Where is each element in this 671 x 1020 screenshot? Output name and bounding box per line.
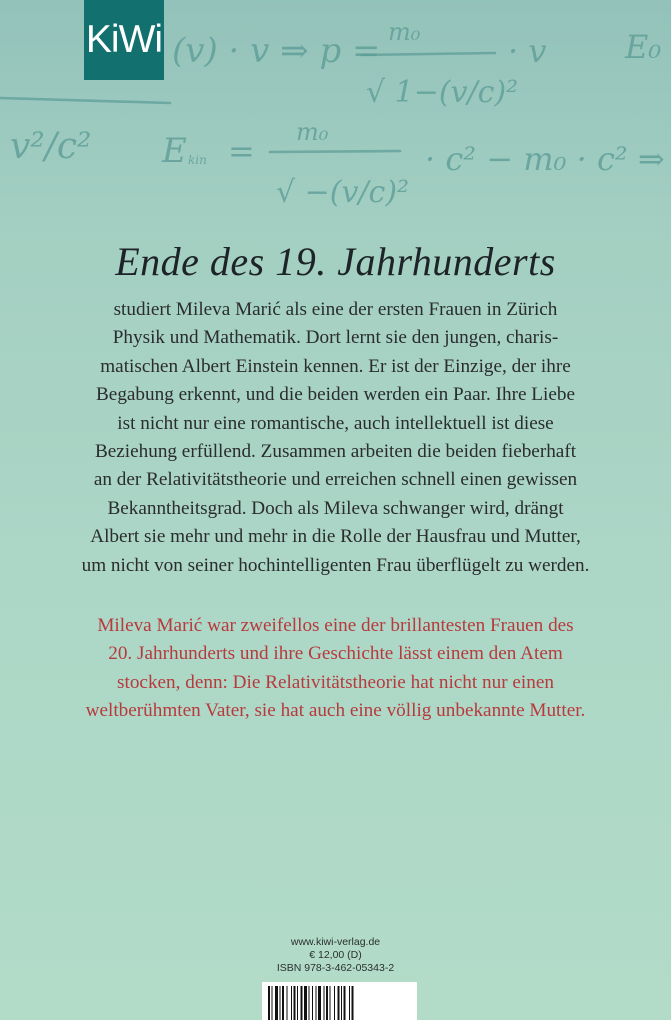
tagline-line: weltberühmten Vater, sie hat auch eine völlig unbekannte Mutter. <box>85 700 586 722</box>
tagline-line: Mileva Marić war zweifellos eine der brillantesten Frauen des <box>97 615 574 636</box>
barcode-bar <box>309 986 310 1020</box>
formula-line1-tail: · v <box>508 32 547 70</box>
barcode-bar <box>326 986 328 1020</box>
formula-line2-denominator: √ −(v/c)² <box>276 175 410 210</box>
barcode-bar <box>330 986 331 1020</box>
blurb-line: Begabung erkennt, und die beiden werden ein Paar. Ihre Liebe <box>96 384 575 406</box>
barcode-bar <box>304 986 307 1020</box>
barcode-bar <box>341 986 342 1020</box>
formula-line2-fraction-bar <box>270 151 400 152</box>
barcode-bar <box>344 986 346 1020</box>
barcode-bar <box>291 986 292 1020</box>
tagline-line: stocken, denn: Die Relativitätstheorie hat nicht nur einen <box>117 671 554 693</box>
barcode-bar <box>334 986 335 1020</box>
barcode-bar <box>268 986 270 1020</box>
blurb-line: Physik und Mathematik. Dort lernt sie den jungen, charis- <box>112 327 559 349</box>
barcode-bar <box>301 986 303 1020</box>
barcode-bar <box>282 986 284 1020</box>
formula-line2-subscript: kin <box>188 153 207 167</box>
headline: Ende des 19. Jahrhunderts <box>115 239 556 284</box>
publisher-website: www.kiwi-verlag.de <box>290 936 381 948</box>
blurb-line: Bekanntheitsgrad. Doch als Mileva schwanger wird, drängt <box>107 497 564 519</box>
barcode-bar <box>287 986 288 1020</box>
formula-line1-denominator: √ 1−(v/c)² <box>366 75 519 110</box>
formula-line1-fraction-bar <box>362 53 495 55</box>
formula-line2-numerator: m₀ <box>296 118 329 146</box>
formula-line2-left: v²/c² <box>10 126 92 167</box>
barcode-bar <box>352 986 354 1020</box>
formula-underline <box>0 98 170 103</box>
formula-line2-tail: · c² − m₀ · c² ⇒ <box>425 140 665 178</box>
blurb-line: studiert Mileva Marić als eine der ersten Frauen in Zürich <box>113 299 558 320</box>
blurb-line: Albert sie mehr und mehr in die Rolle der Hausfrau und Mutter, <box>90 526 581 548</box>
barcode-bar <box>318 986 321 1020</box>
barcode-bar <box>294 986 296 1020</box>
barcode <box>262 982 417 1020</box>
imprint-info <box>0 936 671 975</box>
blurb-line: matischen Albert Einstein kennen. Er ist der Einzige, der ihre <box>100 355 571 377</box>
barcode-bar <box>280 986 281 1020</box>
tagline-line: 20. Jahrhunderts und ihre Geschichte lässt einem den Atem <box>108 643 563 665</box>
isbn: ISBN 978-3-462-05343-2 <box>276 962 395 974</box>
blurb-paragraph <box>60 296 611 580</box>
tagline-paragraph <box>60 612 611 726</box>
blurb-line: an der Relativitätstheorie und erreichen schnell einen gewissen <box>93 469 578 491</box>
blurb-line: um nicht von seiner hochintelligenten Frau überflügelt zu werden. <box>81 554 590 576</box>
barcode-bar <box>297 986 298 1020</box>
formula-line2-equals: = <box>228 132 255 170</box>
formula-line1-left: (v) · v ⇒ p = <box>172 31 381 71</box>
barcode-bar <box>349 986 350 1020</box>
blurb-line: ist nicht nur eine romantische, auch intellektuell ist diese <box>117 412 554 434</box>
barcode-bar <box>316 986 317 1020</box>
formula-line1-energy: E₀ <box>625 28 662 66</box>
kiwi-logo <box>84 0 164 80</box>
barcode-bar <box>272 986 273 1020</box>
price: € 12,00 (D) <box>309 949 362 961</box>
barcode-bar <box>338 986 340 1020</box>
kiwi-logo-text: KiWi <box>85 18 163 61</box>
barcode-bar <box>275 986 278 1020</box>
blurb-line: Beziehung erfüllend. Zusammen arbeiten die beiden fieberhaft <box>94 441 577 463</box>
formula-line2-energy: E <box>162 131 187 171</box>
barcode-bar <box>324 986 325 1020</box>
formula-line1-numerator: m₀ <box>388 18 421 46</box>
barcode-bar <box>312 986 313 1020</box>
